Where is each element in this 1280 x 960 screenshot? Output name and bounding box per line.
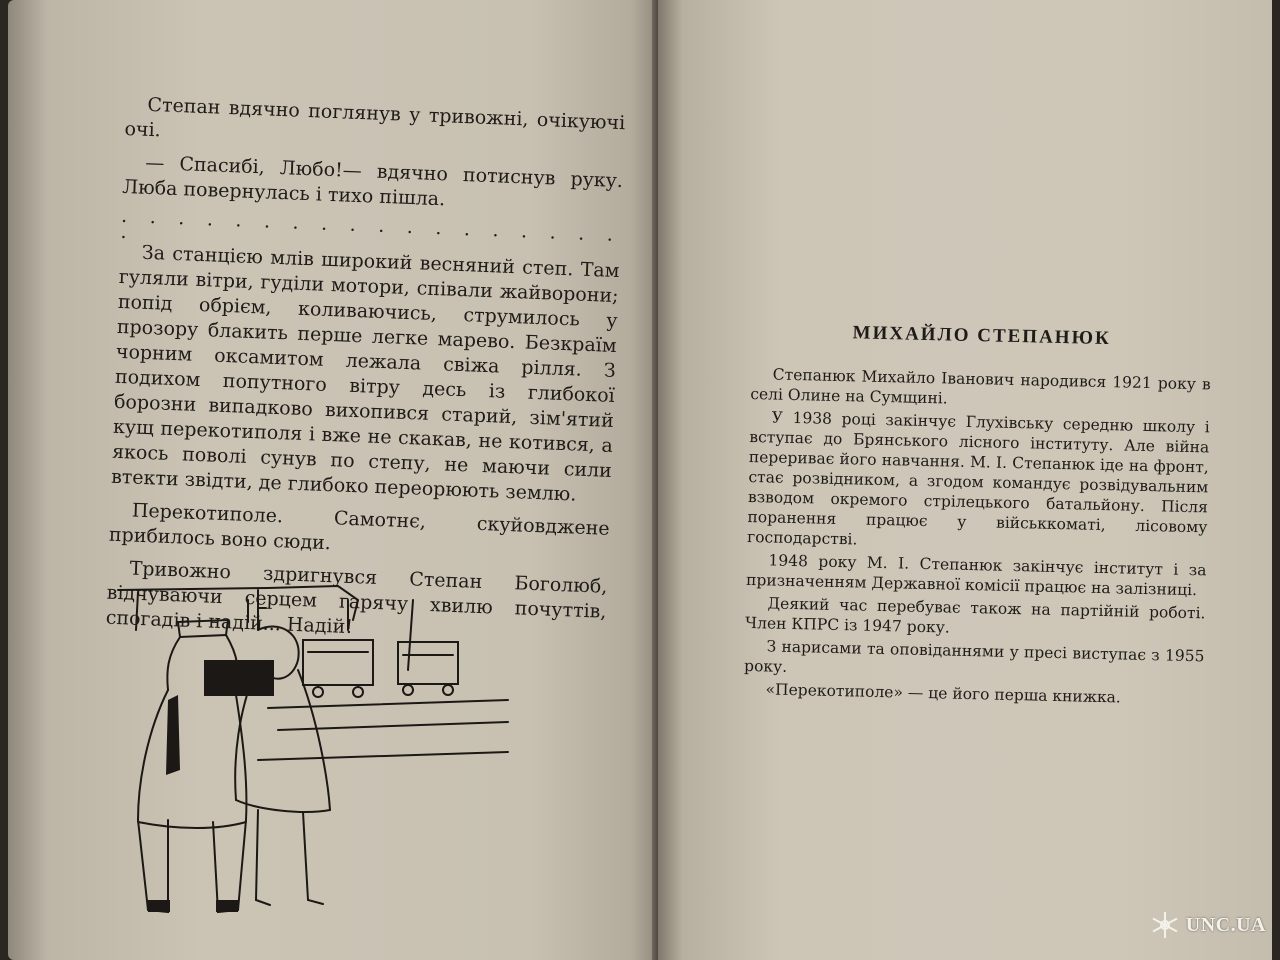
- author-heading: МИХАЙЛО СТЕПАНЮК: [852, 322, 1111, 350]
- watermark-text: UNC.UA: [1185, 913, 1266, 936]
- bio-paragraph: 1948 року М. І. Степанюк закінчує інститут і за призначенням Державної комісії працює на залізниці.: [745, 551, 1207, 600]
- bio-paragraph: Степанюк Михайло Іванович народився 1921 року в селі Олине на Сумщині.: [750, 365, 1211, 408]
- watermark: [1150, 910, 1266, 940]
- bio-paragraph: У 1938 році закінчує Глухівську середню школу і вступає до Брянського лісного інституту. Але війна перериває його навчання. М. І. Степанюк іде на фронт, стає розвідником, а згодом командує розвідувальним взводом окремого стрілецького батальйону. Після поранення працює у військкоматі, лісовому господарстві.: [746, 408, 1210, 549]
- author-bio: [743, 364, 1210, 709]
- paragraph: Тривожно здригнувся Степан Боголюб, відчуваючи серцем гарячу хвилю почуттів, спогадів і надій... Надій!: [105, 557, 608, 639]
- left-page: [8, 0, 658, 960]
- paragraph: Степан вдячно поглянув у тривожні, очікуючі очі.: [124, 93, 626, 142]
- paragraph: За станцією млів широкий весняний степ. Там гуляли вітри, гуділи мотори, співали жайворони; попід обрієм, коливаючись, струмилось у прозору блакить перше легке марево. Безкраїм чорним оксамитом лежала свіжа рілля. З подихом попутного вітру десь із глибокої борозни випадково вихопився старий, зім'ятий кущ перекотиполя і вже не скакав, не котився, а якось поволі сунув по степу, не маючи сили втекти звідти, де глибоко переорюють землю.: [110, 241, 620, 506]
- paragraph: — Спасибі, Любо!— вдячно потиснув руку. Люба повернулась і тихо пішла.: [121, 151, 624, 211]
- author-bio-section: [743, 320, 1212, 712]
- paragraph: Перекотиполе. Самотнє, скуйовджене прибилось воно сюди.: [108, 499, 611, 555]
- section-break: . . . . . . . . . . . . . . . . . . .: [120, 204, 622, 247]
- illustration-couple-at-station: [108, 560, 518, 940]
- snowflake-logo-icon: [1150, 910, 1180, 940]
- bio-paragraph: «Перекотиполе» — це його перша книжка.: [765, 680, 1122, 707]
- bio-paragraph: З нарисами та оповіданнями у пресі виступає з 1955 року.: [743, 637, 1205, 676]
- bio-paragraph: Деякий час перебуває також на партійній роботі. Член КПРС із 1947 року.: [744, 594, 1206, 637]
